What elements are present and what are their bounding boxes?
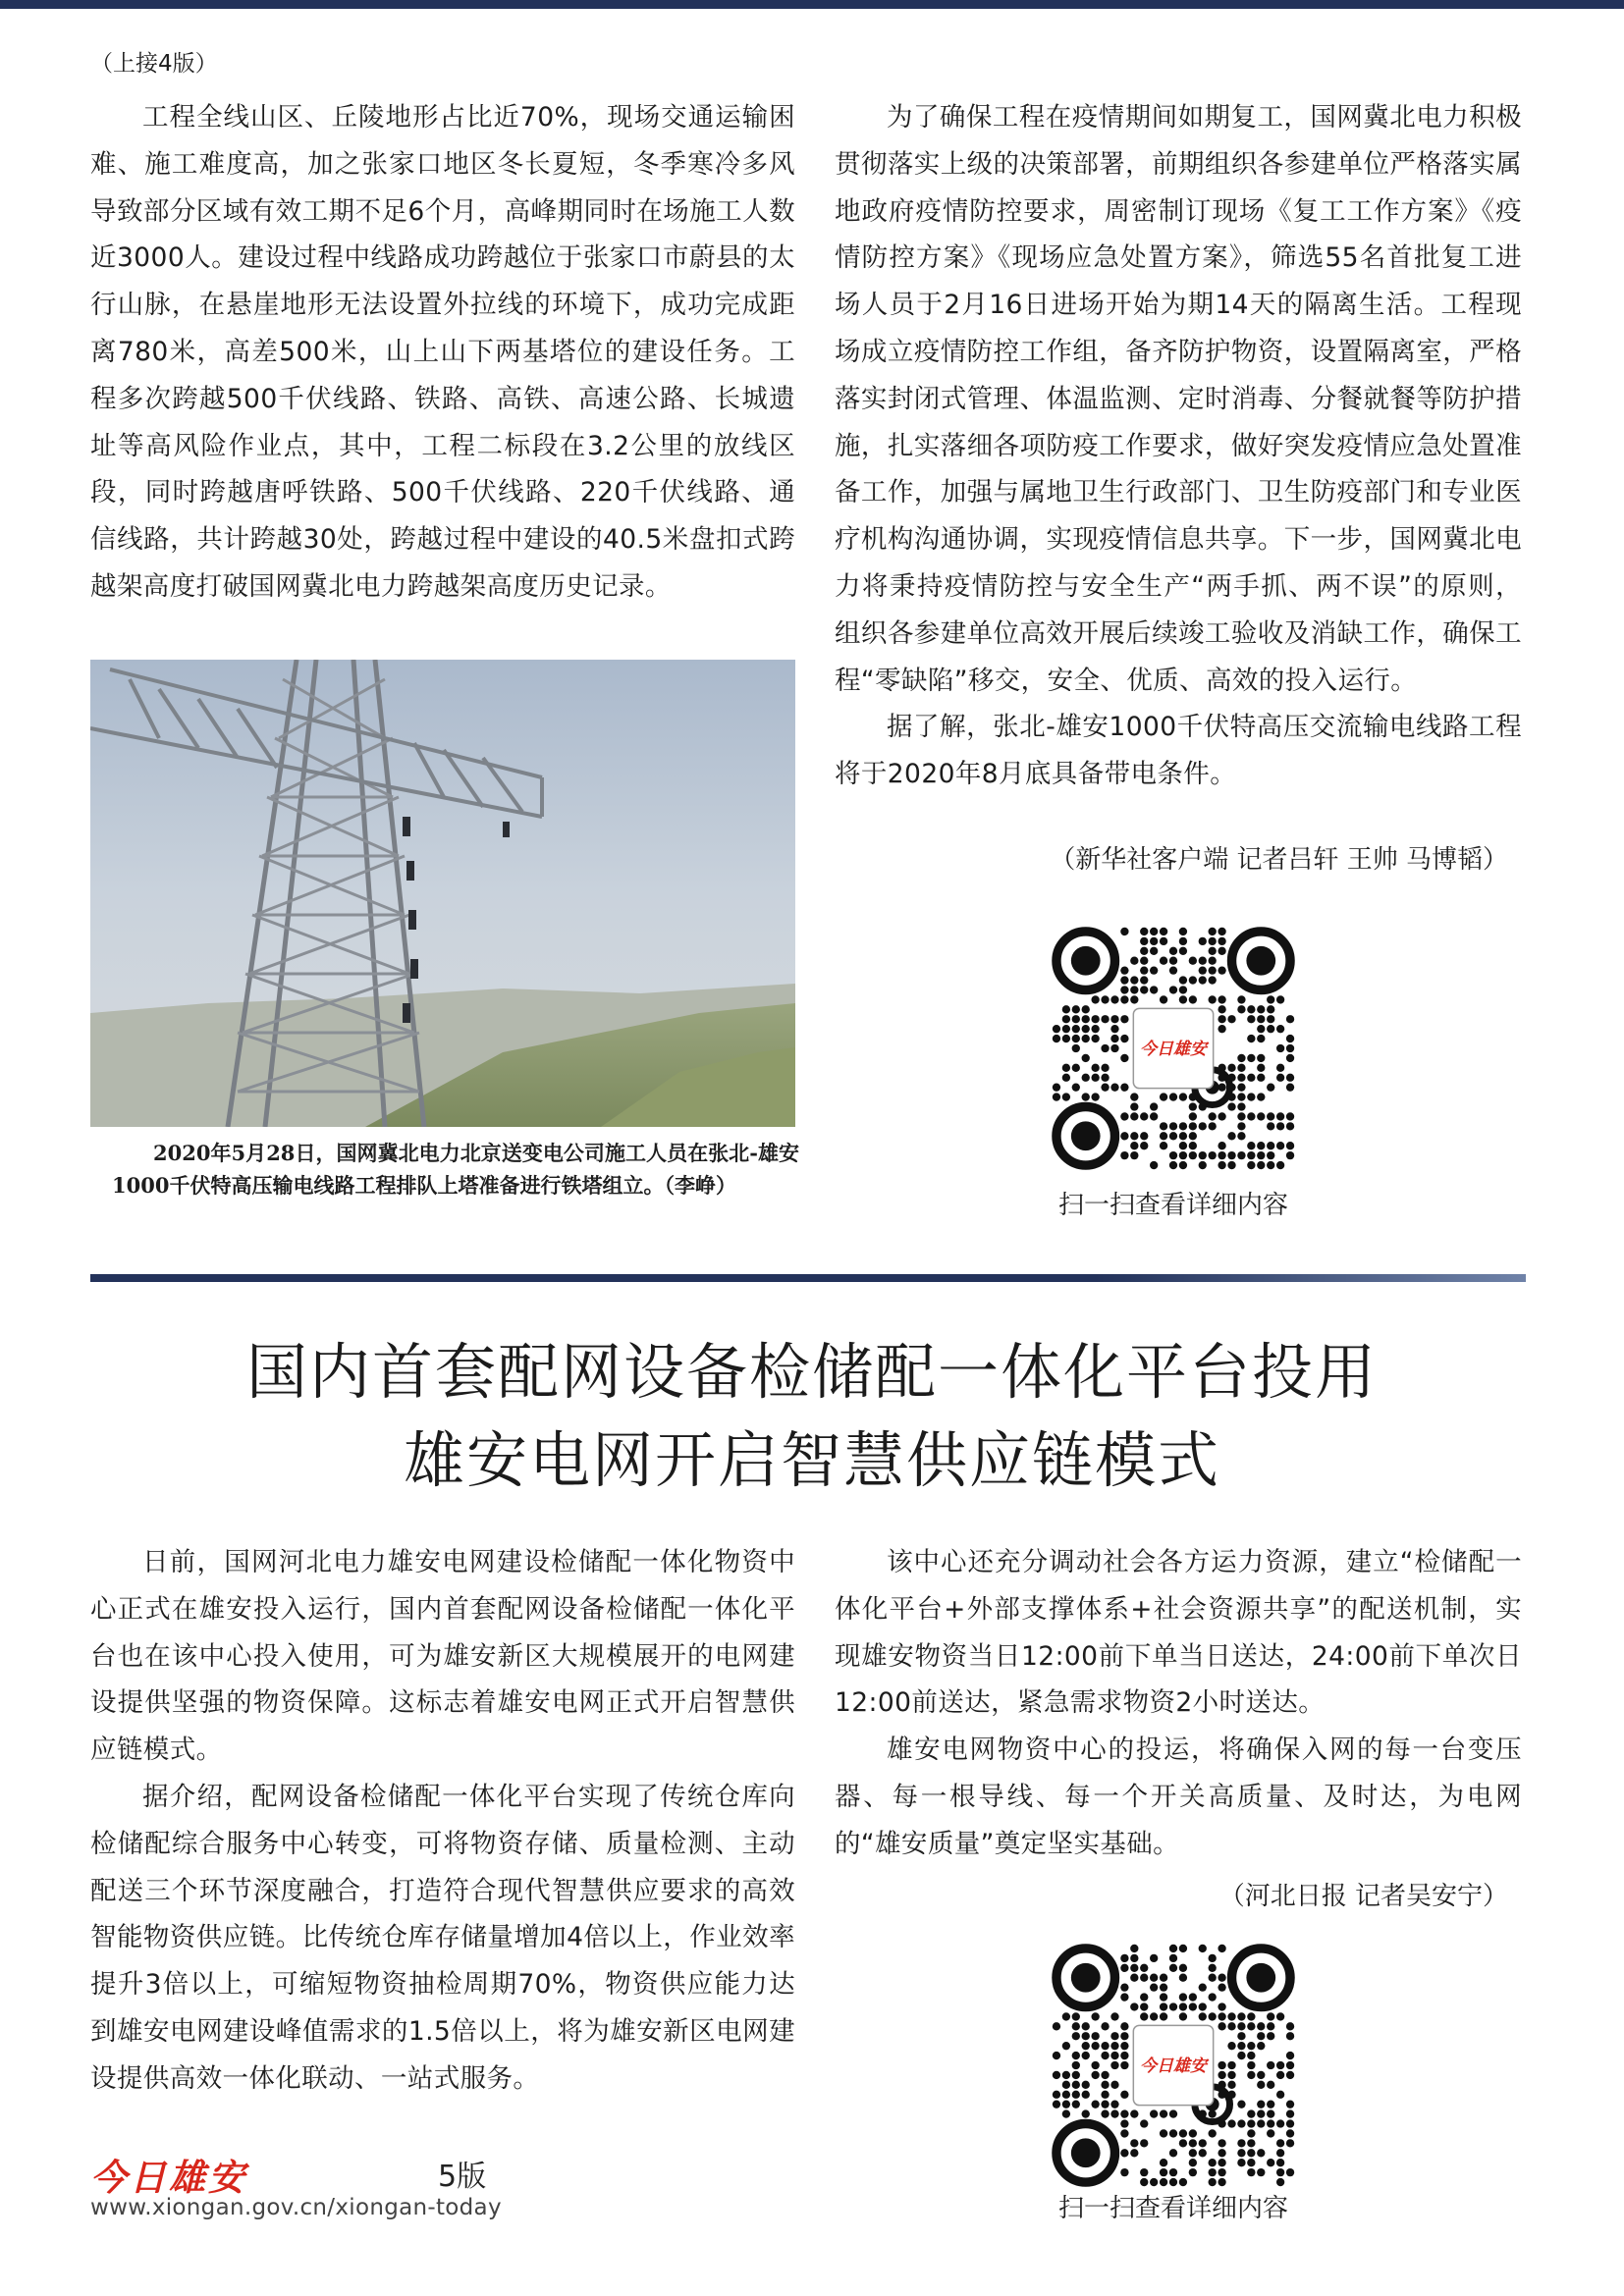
photo-caption: 2020年5月28日，国网冀北电力北京送变电公司施工人员在张北-雄安1000千伏特高压输电线路工程排队上塔准备进行铁塔组立。（李峥） — [112, 1141, 799, 1198]
qr-code[interactable] — [1052, 1944, 1295, 2187]
article2-paragraph: 该中心还充分调动社会各方运力资源，建立“检储配一体化平台+外部支撑体系+社会资源共享”的配送机制，实现雄安物资当日12:00前下单当日送达，24:00前下单次日12:00前送达，紧急需求物资2小时送达。 — [835, 1547, 1522, 1719]
tower-photo — [90, 660, 795, 1127]
section-divider — [90, 1274, 1526, 1282]
headline-line2: 雄安电网开启智慧供应链模式 — [403, 1424, 1220, 1496]
article1-paragraph: 为了确保工程在疫情期间如期复工，国网冀北电力积极贯彻落实上级的决策部署，前期组织各参建单位严格落实属地政府疫情防控要求，周密制订现场《复工工作方案》《疫情防控方案》《现场应急处置方案》，筛选55名首批复工进场人员于2月16日进场开始为期14天的隔离生活。工程现场成立疫情防控工作组，备齐防护物资，设置隔离室，严格落实封闭式管理、体温监测、定时消毒、分餐就餐等防护措施，扎实落细各项防疫工作要求，做好突发疫情应急处置准备工作，加强与属地卫生行政部门、卫生防疫部门和专业医疗机构沟通协调，实现疫情信息共享。下一步，国网冀北电力将秉持疫情防控与安全生产“两手抓、两不误”的原则，组织各参建单位高效开展后续竣工验收及消缺工作，确保工程“零缺陷”移交，安全、优质、高效的投入运行。 — [835, 102, 1522, 696]
article2-right-column — [835, 1539, 1522, 1868]
article2-paragraph: 据介绍，配网设备检储配一体化平台实现了传统仓库向检储配综合服务中心转变，可将物资存储、质量检测、主动配送三个环节深度融合，打造符合现代智慧供应要求的高效智能物资供应链。比传统仓库存储量增加4倍以上，作业效率提升3倍以上，可缩短物资抽检周期70%，物资供应能力达到雄安电网建设峰值需求的1.5倍以上，将为雄安新区电网建设提供高效一体化联动、一站式服务。 — [90, 1781, 795, 2094]
article2-paragraph: 雄安电网物资中心的投运，将确保入网的每一台变压器、每一根导线、每一个开关高质量、及时达，为电网的“雄安质量”奠定坚实基础。 — [835, 1735, 1522, 1859]
article1-byline: （新华社客户端 记者吕轩 王帅 马博韬） — [1050, 845, 1508, 875]
top-border — [0, 0, 1624, 9]
qr-scan-label: 扫一扫查看详细内容 — [1057, 2194, 1288, 2223]
footer-url[interactable]: www.xiongan.gov.cn/xiongan-today — [90, 2195, 502, 2220]
qr-center-logo-text: 今日雄安 — [1140, 2056, 1207, 2076]
headline-line1: 国内首套配网设备检储配一体化平台投用 — [245, 1336, 1378, 1408]
newspaper-logo: 今日雄安 — [90, 2156, 247, 2199]
article1-paragraph: 据了解，张北-雄安1000千伏特高压交流输电线路工程将于2020年8月底具备带电条件。 — [835, 712, 1522, 790]
qr-code[interactable] — [1052, 927, 1295, 1170]
continued-from-label: （上接4版） — [90, 51, 218, 77]
article1-left-column — [90, 94, 795, 611]
article1-right-column — [835, 94, 1522, 798]
article2-left-column — [90, 1539, 795, 2103]
page-number: 5版 — [438, 2160, 487, 2194]
qr-center-logo-text: 今日雄安 — [1140, 1040, 1207, 1059]
article2-paragraph: 日前，国网河北电力雄安电网建设检储配一体化物资中心正式在雄安投入运行，国内首套配网设备检储配一体化平台也在该中心投入使用，可为雄安新区大规模展开的电网建设提供坚强的物资保障。这标志着雄安电网正式开启智慧供应链模式。 — [90, 1547, 795, 1766]
article1-paragraph: 工程全线山区、丘陵地形占比近70%，现场交通运输困难、施工难度高，加之张家口地区冬长夏短，冬季寒冷多风导致部分区域有效工期不足6个月，高峰期同时在场施工人数近3000人。建设过程中线路成功跨越位于张家口市蔚县的太行山脉，在悬崖地形无法设置外拉线的环境下，成功完成距离780米，高差500米，山上山下两基塔位的建设任务。工程多次跨越500千伏线路、铁路、高铁、高速公路、长城遗址等高风险作业点，其中，工程二标段在3.2公里的放线区段，同时跨越唐呼铁路、500千伏线路、220千伏线路、通信线路，共计跨越30处，跨越过程中建设的40.5米盘扣式跨越架高度打破国网冀北电力跨越架高度历史记录。 — [90, 102, 795, 602]
qr-scan-label: 扫一扫查看详细内容 — [1057, 1191, 1288, 1220]
article2-byline: （河北日报 记者吴安宁） — [1218, 1882, 1508, 1911]
